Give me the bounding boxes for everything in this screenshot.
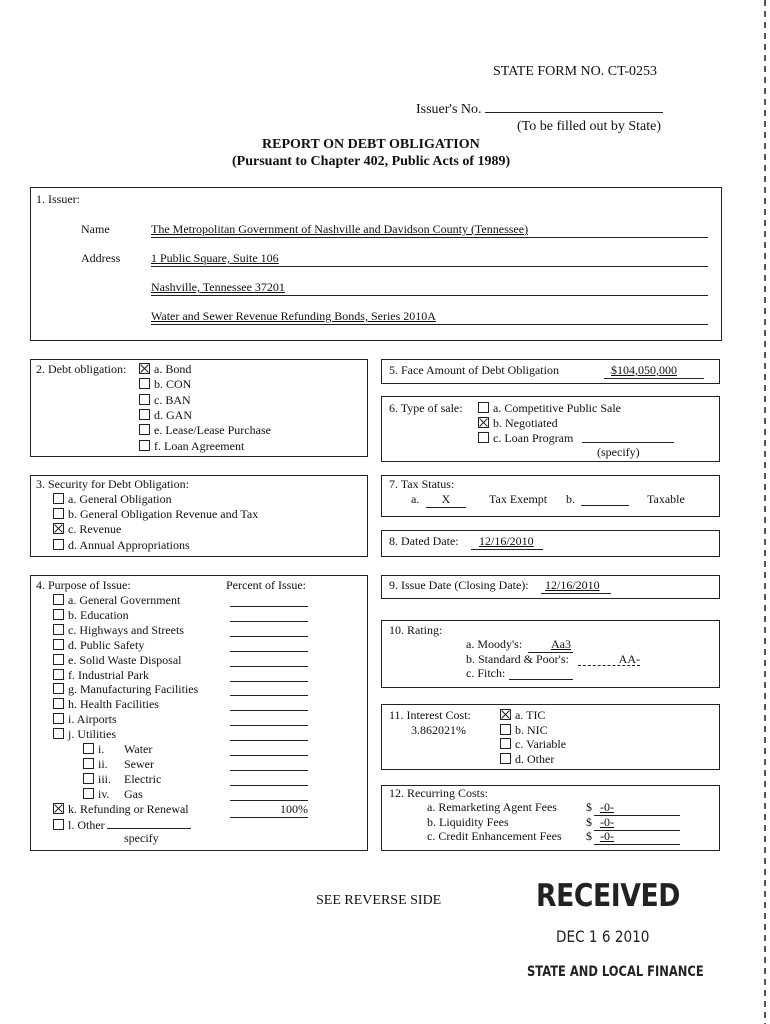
- other-option-checkbox[interactable]: [53, 819, 64, 830]
- utility-num: iii.: [98, 771, 112, 786]
- purpose-option-text: i. Airports: [68, 712, 117, 727]
- recurring-costs-label: 12. Recurring Costs:: [389, 786, 488, 800]
- purpose-option: [53, 623, 184, 638]
- sale-option: [478, 401, 621, 416]
- security-option: [53, 507, 258, 522]
- issue-description: Water and Sewer Revenue Refunding Bonds, Series 2010A: [151, 309, 436, 323]
- percent-line: [230, 621, 308, 622]
- dated-date-value: 12/16/2010: [479, 534, 534, 548]
- recurring-item-field: [594, 815, 680, 831]
- purpose-option-text: c. Highways and Streets: [68, 622, 184, 637]
- interest-option-checkbox[interactable]: [500, 738, 511, 749]
- purpose-option-checkbox[interactable]: [53, 669, 64, 680]
- address-label: Address: [81, 251, 121, 265]
- taxable-field: [581, 505, 629, 506]
- utility-option: [83, 757, 154, 772]
- interest-option: [500, 708, 545, 723]
- recurring-currency: $: [586, 800, 592, 814]
- utility-num: ii.: [98, 756, 108, 771]
- utility-text: Gas: [124, 786, 143, 801]
- type-of-sale-label: 6. Type of sale:: [389, 401, 463, 415]
- security-option: [53, 522, 121, 537]
- utility-text: Sewer: [124, 756, 154, 771]
- percent-line: [230, 636, 308, 637]
- purpose-option-text: b. Education: [68, 607, 129, 622]
- issue-date-label: 9. Issue Date (Closing Date):: [389, 578, 529, 592]
- interest-cost-value: 3.862021%: [411, 723, 466, 737]
- percent-line: [230, 725, 308, 726]
- percent-line: [230, 606, 308, 607]
- recurring-item-value: -0-: [600, 814, 614, 829]
- sale-option-checkbox[interactable]: [478, 402, 489, 413]
- specify-label: specify: [124, 831, 159, 846]
- security-option-checkbox[interactable]: [53, 508, 64, 519]
- purpose-option-text: j. Utilities: [68, 727, 116, 742]
- purpose-option: [53, 727, 116, 742]
- interest-option: [500, 723, 548, 738]
- interest-option-checkbox[interactable]: [500, 753, 511, 764]
- interest-option-checkbox[interactable]: [500, 709, 511, 720]
- tax-status-label: 7. Tax Status:: [389, 477, 455, 491]
- tax-exempt-label: Tax Exempt: [489, 492, 548, 506]
- purpose-option-checkbox[interactable]: [53, 594, 64, 605]
- security-option-checkbox[interactable]: [53, 493, 64, 504]
- percent-label: Percent of Issue:: [226, 578, 306, 592]
- address-line-1: [151, 251, 708, 267]
- debt-option-checkbox[interactable]: [139, 378, 150, 389]
- issuer-name-field: [151, 222, 708, 238]
- purpose-option-checkbox[interactable]: [53, 624, 64, 635]
- issuer-label: 1. Issuer:: [36, 192, 80, 206]
- purpose-option-checkbox[interactable]: [53, 728, 64, 739]
- interest-cost-label: 11. Interest Cost:: [389, 708, 471, 722]
- purpose-option: [53, 608, 129, 623]
- purpose-option-text: h. Health Facilities: [68, 697, 159, 712]
- other-option: [53, 817, 191, 833]
- recurring-item-field: [594, 829, 680, 845]
- sale-option-text: b. Negotiated: [493, 416, 558, 430]
- purpose-option-checkbox[interactable]: [53, 713, 64, 724]
- utility-text: Electric: [124, 771, 162, 786]
- issue-date-value: 12/16/2010: [545, 578, 600, 592]
- issuer-number-label: Issuer's No.: [416, 102, 482, 117]
- scan-edge-marks: [764, 0, 766, 1024]
- moodys-field: [528, 637, 573, 653]
- recurring-item-field: [594, 800, 680, 816]
- purpose-option: [53, 668, 149, 683]
- issuer-number-note: (To be filled out by State): [517, 119, 662, 134]
- purpose-option-text: a. General Government: [68, 593, 181, 607]
- rating-label: 10. Rating:: [389, 623, 443, 637]
- issue-description-line: [151, 309, 708, 325]
- purpose-option-checkbox[interactable]: [53, 654, 64, 665]
- security-option-text: a. General Obligation: [68, 492, 172, 506]
- debt-option-checkbox[interactable]: [139, 409, 150, 420]
- received-stamp: RECEIVED: [536, 878, 680, 914]
- utility-option: [83, 742, 152, 757]
- purpose-option: [53, 682, 198, 697]
- debt-option: [139, 362, 191, 377]
- security-option: [53, 492, 172, 507]
- sp-value: AA-: [618, 652, 640, 666]
- percent-line: [230, 666, 308, 667]
- interest-option-checkbox[interactable]: [500, 724, 511, 735]
- loan-program-line: [582, 442, 674, 443]
- interest-option-text: b. NIC: [515, 722, 548, 737]
- debt-option-text: d. GAN: [154, 407, 192, 422]
- fitch-label: c. Fitch:: [466, 666, 506, 680]
- sale-option-text: c. Loan Program: [493, 431, 574, 445]
- moodys-label: a. Moody's:: [466, 637, 523, 651]
- refunding-option-text: k. Refunding or Renewal: [68, 801, 189, 816]
- security-option: [53, 538, 190, 553]
- taxable-label: Taxable: [647, 492, 685, 506]
- security-label: 3. Security for Debt Obligation:: [36, 477, 189, 491]
- purpose-option: [53, 653, 181, 668]
- debt-option-text: c. BAN: [154, 392, 191, 407]
- utility-option-checkbox[interactable]: [83, 758, 94, 769]
- fitch-field: [509, 666, 573, 680]
- dated-date-label: 8. Dated Date:: [389, 534, 459, 548]
- purpose-option: [53, 638, 144, 653]
- form-title: REPORT ON DEBT OBLIGATION: [262, 137, 480, 152]
- see-reverse-side: SEE REVERSE SIDE: [316, 893, 442, 908]
- other-option-text: l. Other: [68, 817, 105, 832]
- utility-option-checkbox[interactable]: [83, 743, 94, 754]
- utility-text: Water: [124, 742, 153, 756]
- moodys-value: Aa3: [551, 637, 571, 651]
- recurring-item-label: b. Liquidity Fees: [427, 814, 509, 829]
- utility-num: i.: [98, 742, 105, 756]
- percent-line: [230, 785, 308, 786]
- interest-option: [500, 737, 566, 752]
- purpose-option-text: e. Solid Waste Disposal: [68, 652, 182, 667]
- recurring-currency: $: [586, 829, 592, 844]
- debt-option-text: f. Loan Agreement: [154, 438, 245, 453]
- purpose-option-text: g. Manufacturing Facilities: [68, 682, 199, 697]
- refunding-percent: 100%: [230, 802, 308, 818]
- recurring-item-label: a. Remarketing Agent Fees: [427, 800, 557, 814]
- tax-exempt-field: X: [426, 492, 466, 508]
- received-date-stamp: DEC 1 6 2010: [556, 927, 650, 946]
- sale-option: [478, 416, 558, 431]
- percent-line: [230, 770, 308, 771]
- debt-option: [139, 423, 271, 438]
- debt-option-checkbox[interactable]: [139, 424, 150, 435]
- debt-option-text: e. Lease/Lease Purchase: [154, 423, 271, 438]
- debt-option-checkbox[interactable]: [139, 394, 150, 405]
- debt-option-checkbox[interactable]: [139, 440, 150, 451]
- address-1: 1 Public Square, Suite 106: [151, 251, 279, 265]
- purpose-option-text: f. Industrial Park: [68, 667, 149, 682]
- purpose-label: 4. Purpose of Issue:: [36, 578, 131, 592]
- sale-option-text: a. Competitive Public Sale: [493, 401, 621, 415]
- debt-option: [139, 408, 192, 423]
- refunding-option-checkbox[interactable]: [53, 803, 64, 814]
- address-2: Nashville, Tennessee 37201: [151, 280, 285, 294]
- security-option-text: c. Revenue: [68, 522, 122, 537]
- percent-line: [230, 740, 308, 741]
- purpose-option-checkbox[interactable]: [53, 639, 64, 650]
- utility-option: [83, 787, 143, 802]
- form-subtitle: (Pursuant to Chapter 402, Public Acts of 1989): [232, 154, 511, 169]
- utility-option-checkbox[interactable]: [83, 773, 94, 784]
- percent-line: [230, 695, 308, 696]
- recurring-currency: $: [586, 814, 592, 829]
- debt-option-text: b. CON: [154, 377, 192, 392]
- debt-option: [139, 393, 191, 408]
- percent-line: [230, 651, 308, 652]
- form-number: STATE FORM NO. CT-0253: [493, 64, 658, 79]
- specify-label: (specify): [597, 445, 640, 459]
- dated-date-field: [471, 534, 543, 550]
- address-line-2: [151, 280, 708, 296]
- purpose-option-checkbox[interactable]: [53, 609, 64, 620]
- utility-option-checkbox[interactable]: [83, 788, 94, 799]
- sp-label: b. Standard & Poor's:: [466, 652, 569, 666]
- debt-obligation-label: 2. Debt obligation:: [36, 362, 127, 376]
- interest-option: [500, 752, 554, 767]
- security-option-checkbox[interactable]: [53, 539, 64, 550]
- percent-line: [230, 800, 308, 801]
- recurring-item-label: c. Credit Enhancement Fees: [427, 829, 562, 844]
- face-amount-field: [604, 363, 704, 379]
- issuer-number-row: [416, 100, 663, 118]
- utility-option: [83, 772, 161, 787]
- percent-line: [230, 681, 308, 682]
- issuer-name: The Metropolitan Government of Nashville and Davidson County (Tennessee): [151, 222, 529, 236]
- debt-option: [139, 439, 244, 454]
- face-amount-label: 5. Face Amount of Debt Obligation: [389, 363, 559, 377]
- purpose-option-text: d. Public Safety: [68, 637, 145, 652]
- tax-b-label: b.: [566, 492, 575, 506]
- interest-option-text: d. Other: [515, 751, 555, 766]
- security-option-text: d. Annual Appropriations: [68, 537, 190, 552]
- sale-option-checkbox[interactable]: [478, 417, 489, 428]
- purpose-option: [53, 593, 180, 608]
- tax-a-label: a.: [411, 492, 420, 506]
- refunding-option: [53, 802, 189, 817]
- recurring-item-value: -0-: [600, 800, 614, 814]
- recurring-item-value: -0-: [600, 829, 614, 844]
- security-option-checkbox[interactable]: [53, 523, 64, 534]
- purpose-option-checkbox[interactable]: [53, 698, 64, 709]
- purpose-option: [53, 697, 159, 712]
- issue-date-field: [541, 578, 611, 594]
- interest-option-text: a. TIC: [515, 708, 546, 722]
- state-local-finance-stamp: STATE AND LOCAL FINANCE: [527, 964, 704, 980]
- name-label: Name: [81, 222, 110, 236]
- sale-option-checkbox[interactable]: [478, 432, 489, 443]
- sp-line: [578, 665, 640, 666]
- purpose-option-checkbox[interactable]: [53, 683, 64, 694]
- security-option-text: b. General Obligation Revenue and Tax: [68, 507, 259, 522]
- utility-num: iv.: [98, 786, 110, 801]
- percent-line: [230, 710, 308, 711]
- purpose-option: [53, 712, 117, 727]
- sale-option: [478, 431, 573, 446]
- issuer-number-field[interactable]: [485, 100, 663, 113]
- debt-option-text: a. Bond: [154, 362, 192, 376]
- debt-option: [139, 377, 191, 392]
- other-field[interactable]: [107, 817, 191, 829]
- face-amount-value: $104,050,000: [611, 363, 677, 377]
- percent-line: [230, 755, 308, 756]
- debt-option-checkbox[interactable]: [139, 363, 150, 374]
- interest-option-text: c. Variable: [515, 737, 567, 752]
